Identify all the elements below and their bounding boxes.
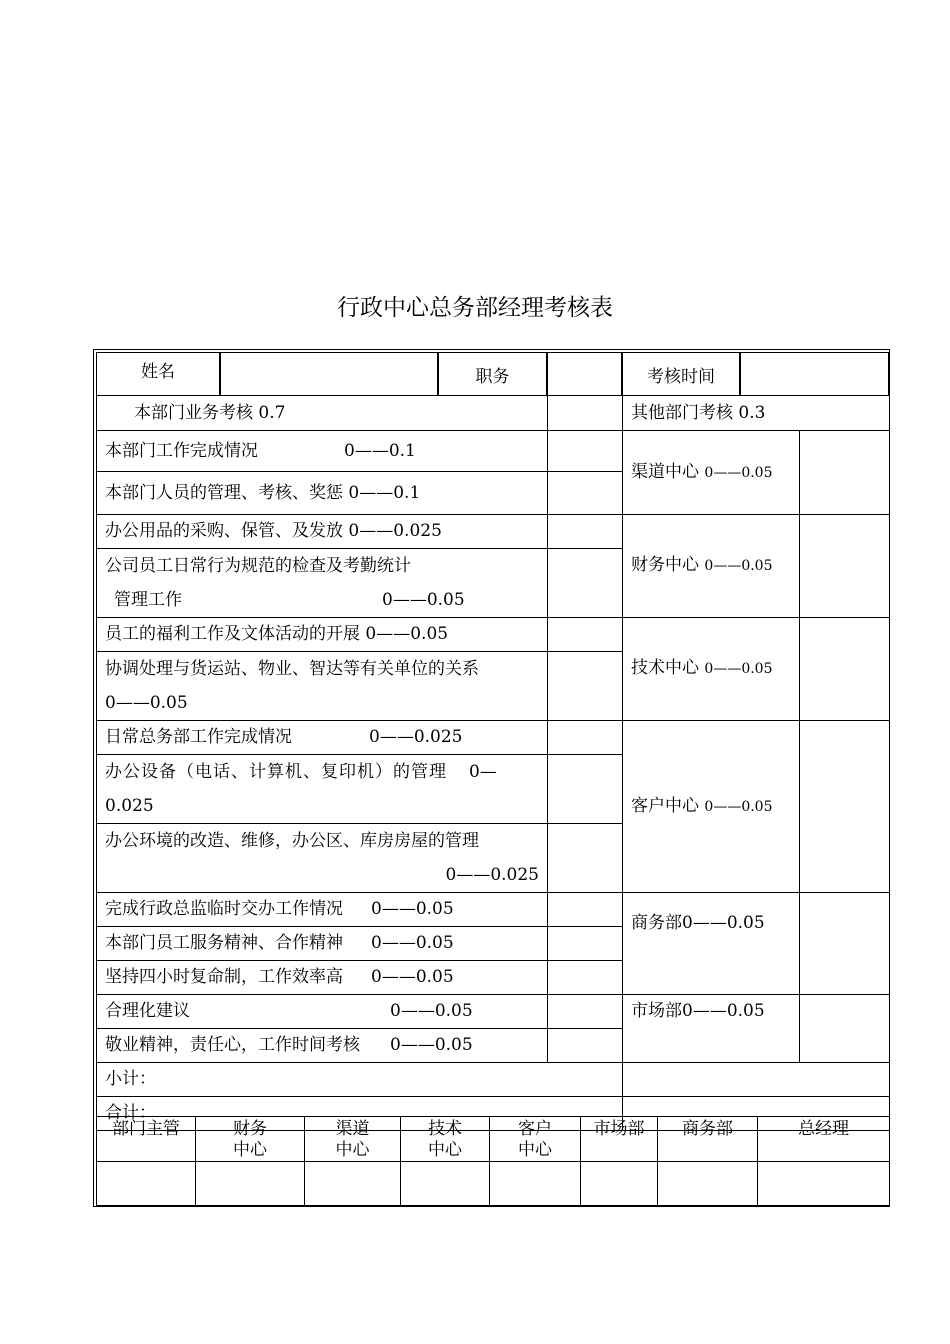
time-label: 考核时间	[622, 352, 740, 396]
signature-label: 客户 中心	[490, 1117, 581, 1162]
other-label: 市场部0——0.05	[623, 995, 800, 1063]
item-row: 公司员工日常行为规范的检查及考勤统计 管理工作 0——0.05	[97, 549, 548, 618]
signature-label: 财务 中心	[196, 1117, 305, 1162]
assessment-table	[96, 395, 890, 1131]
item-score-cell[interactable]	[548, 995, 623, 1029]
other-score-cell[interactable]	[800, 431, 890, 515]
item-score-cell[interactable]	[548, 515, 623, 549]
item-row: 合理化建议 0——0.05	[97, 995, 548, 1029]
item-score-cell[interactable]	[548, 721, 623, 755]
signature-cell[interactable]	[490, 1162, 581, 1206]
item-row: 敬业精神，责任心，工作时间考核 0——0.05	[97, 1029, 548, 1063]
item-row: 完成行政总监临时交办工作情况 0——0.05	[97, 893, 548, 927]
name-label: 姓名	[96, 352, 220, 396]
item-score-cell[interactable]	[548, 893, 623, 927]
subtotal-cell[interactable]	[623, 1063, 890, 1097]
signature-label: 技术 中心	[401, 1117, 490, 1162]
item-row: 坚持四小时复命制，工作效率高 0——0.05	[97, 961, 548, 995]
signature-cell[interactable]	[658, 1162, 758, 1206]
other-score-cell[interactable]	[800, 618, 890, 721]
signature-label: 商务部	[658, 1117, 758, 1162]
item-score-cell[interactable]	[548, 472, 623, 515]
item-row: 办公用品的采购、保管、及发放 0——0.025	[97, 515, 548, 549]
other-score-cell[interactable]	[800, 515, 890, 618]
signature-label: 部门主管	[97, 1117, 196, 1162]
item-row: 员工的福利工作及文体活动的开展 0——0.05	[97, 618, 548, 652]
item-score-cell[interactable]	[548, 652, 623, 721]
other-label: 商务部0——0.05	[623, 893, 800, 995]
signature-table	[96, 1116, 890, 1206]
other-label: 技术中心 0——0.05	[623, 618, 800, 721]
item-score-cell[interactable]	[548, 961, 623, 995]
other-label: 财务中心 0——0.05	[623, 515, 800, 618]
signature-cell[interactable]	[401, 1162, 490, 1206]
item-score-text: 0——0.025	[445, 865, 539, 885]
item-row: 协调处理与货运站、物业、智达等有关单位的关系 0——0.05	[97, 652, 548, 721]
name-field[interactable]	[220, 352, 438, 396]
own-dept-section: 本部门业务考核 0.7	[97, 396, 548, 431]
other-label: 渠道中心 0——0.05	[623, 431, 800, 515]
signature-label: 总经理	[758, 1117, 890, 1162]
item-score-cell[interactable]	[548, 431, 623, 472]
other-score-cell[interactable]	[800, 995, 890, 1063]
signature-cell[interactable]	[581, 1162, 658, 1206]
item-score-cell[interactable]	[548, 755, 623, 824]
signature-cell[interactable]	[758, 1162, 890, 1206]
item-score-cell[interactable]	[548, 1029, 623, 1063]
item-row: 办公设备（电话、计算机、复印机）的管理 0— 0.025	[97, 755, 548, 824]
item-score-cell[interactable]	[548, 927, 623, 961]
item-score-cell[interactable]	[548, 618, 623, 652]
total-label: 合计：	[97, 1097, 623, 1131]
signature-label: 市场部	[581, 1117, 658, 1162]
position-label: 职务	[438, 352, 547, 396]
item-row: 本部门人员的管理、考核、奖惩 0——0.1	[97, 472, 548, 515]
other-label: 客户中心 0——0.05	[623, 721, 800, 893]
signature-label: 渠道 中心	[305, 1117, 401, 1162]
item-row: 本部门工作完成情况 0——0.1	[97, 431, 548, 472]
subtotal-label: 小计：	[97, 1063, 623, 1097]
item-row: 办公环境的改造、维修，办公区、库房房屋的管理 0——0.025	[97, 824, 548, 893]
item-row: 本部门员工服务精神、合作精神 0——0.05	[97, 927, 548, 961]
other-dept-section: 其他部门考核 0.3	[623, 396, 890, 431]
signature-cell[interactable]	[196, 1162, 305, 1206]
own-dept-score-cell[interactable]	[548, 396, 623, 431]
item-score-cell[interactable]	[548, 824, 623, 893]
signature-cell[interactable]	[97, 1162, 196, 1206]
other-score-cell[interactable]	[800, 893, 890, 995]
item-row: 日常总务部工作完成情况 0——0.025	[97, 721, 548, 755]
position-field[interactable]	[547, 352, 622, 396]
other-score-cell[interactable]	[800, 721, 890, 893]
time-field[interactable]	[740, 352, 889, 396]
page-title: 行政中心总务部经理考核表	[337, 295, 613, 321]
item-score-cell[interactable]	[548, 549, 623, 618]
signature-cell[interactable]	[305, 1162, 401, 1206]
